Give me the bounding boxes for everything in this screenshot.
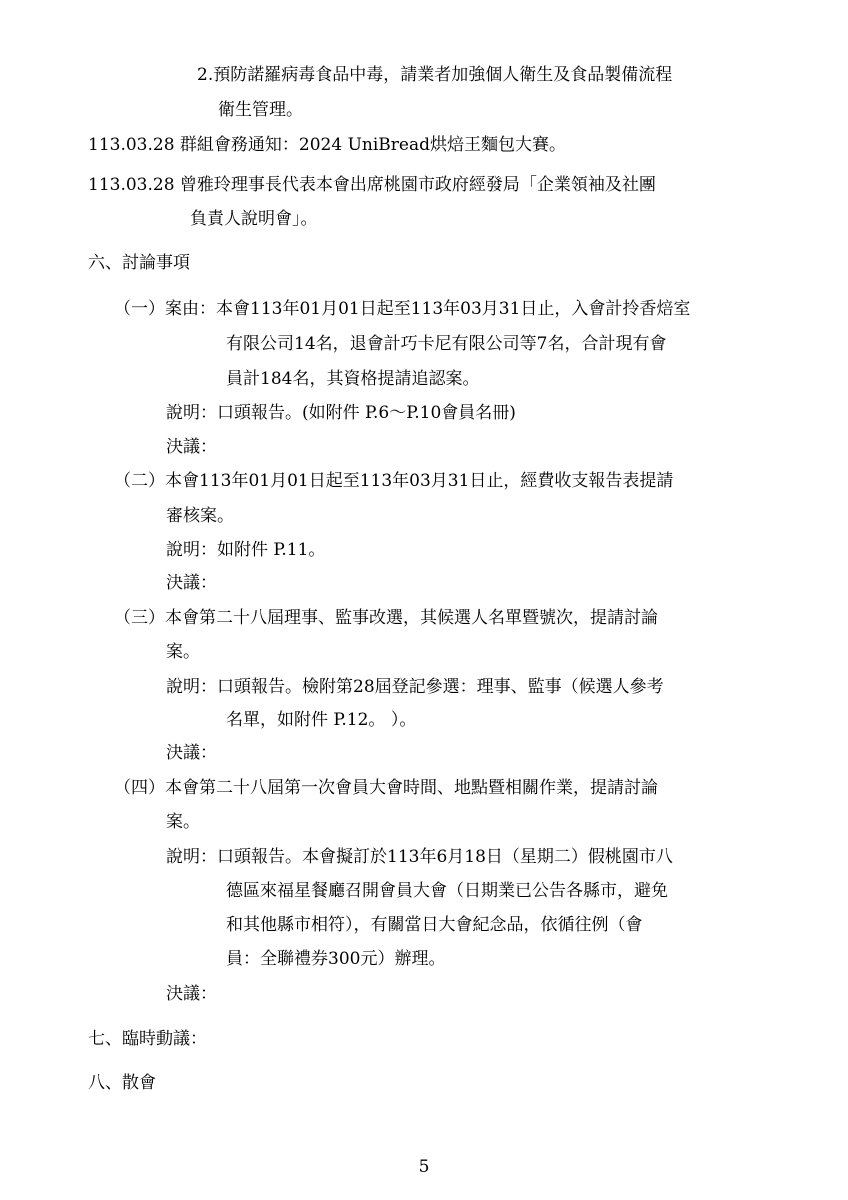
item3-explain: 說明：口頭報告。檢附第28屆登記參選：理事、監事（候選人參考 xyxy=(166,677,664,697)
item3-explain-cont-1: 名單，如附件 P.12。 ）。 xyxy=(226,710,417,730)
section6-heading: 六、討論事項 xyxy=(88,253,190,273)
intro-item2-line1: 2.預防諾羅病毒食品中毒，請業者加強個人衛生及食品製備流程 xyxy=(197,65,673,85)
item4-explain-cont-1: 德區來福星餐廳召開會員大會（日期業已公告各縣市，避免 xyxy=(226,881,668,901)
item1-explain: 說明：口頭報告。(如附件 P.6～P.10會員名冊) xyxy=(166,403,516,423)
item4-resolution: 決議： xyxy=(166,984,217,1004)
item2-line1: （二）本會113年01月01日起至113年03月31日止，經費收支報告表提請 xyxy=(114,471,674,491)
page-number: 5 xyxy=(418,1157,430,1177)
item3-resolution: 決議： xyxy=(166,743,217,763)
item1-line3: 員計184名，其資格提請追認案。 xyxy=(226,369,480,389)
intro-entry-2-line1: 113.03.28 曾雅玲理事長代表本會出席桃園市政府經發局「企業領袖及社團 xyxy=(88,175,656,195)
item2-resolution: 決議： xyxy=(166,573,217,593)
item4-explain: 說明：口頭報告。本會擬訂於113年6月18日（星期二）假桃園市八 xyxy=(166,847,673,867)
section8-heading: 八、散會 xyxy=(88,1073,156,1093)
item3-line2: 案。 xyxy=(166,642,200,662)
item1-resolution: 決議： xyxy=(166,437,217,457)
intro-entry-1: 113.03.28 群組會務通知：2024 UniBread烘焙王麵包大賽。 xyxy=(88,135,566,155)
item2-line2: 審核案。 xyxy=(166,506,234,526)
intro-item2-line2: 衛生管理。 xyxy=(218,100,303,120)
item4-explain-cont-2: 和其他縣市相符），有關當日大會紀念品，依循往例（會 xyxy=(226,915,643,935)
item4-line1: （四）本會第二十八屆第一次會員大會時間、地點暨相關作業，提請討論 xyxy=(114,778,658,798)
intro-entry-2-line2: 負責人說明會」。 xyxy=(190,209,318,229)
item4-line2: 案。 xyxy=(166,812,200,832)
item1-line2: 有限公司14名，退會計巧卡尼有限公司等7名，合計現有會 xyxy=(226,334,667,354)
item4-explain-cont-3: 員：全聯禮券300元）辦理。 xyxy=(226,949,446,969)
section7-heading: 七、臨時動議： xyxy=(88,1029,207,1049)
item1-line1: （一）案由：本會113年01月01日起至113年03月31日止，入會計拎香焙室 xyxy=(114,299,691,319)
item2-explain: 說明：如附件 P.11。 xyxy=(166,540,326,560)
item3-line1: （三）本會第二十八屆理事、監事改選，其候選人名單暨號次，提請討論 xyxy=(114,608,658,628)
